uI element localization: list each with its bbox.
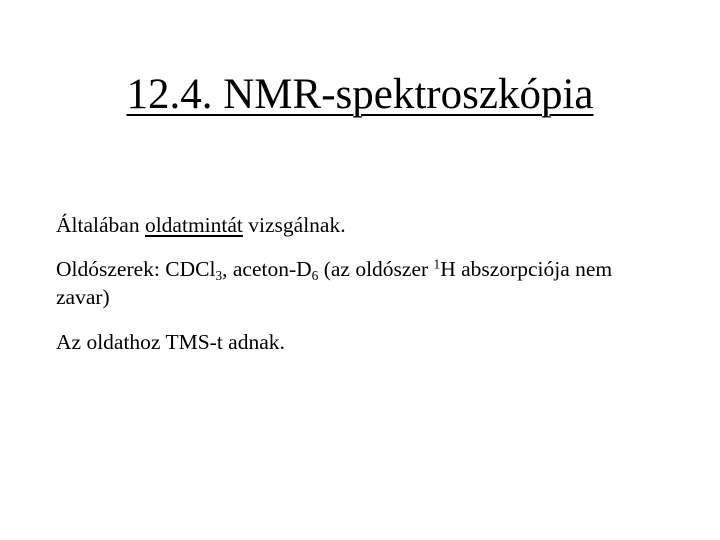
paragraph-tms: Az oldathoz TMS-t adnak.	[56, 330, 285, 354]
p1-underlined-term: oldatmintát	[144, 213, 243, 237]
paragraph-solvents	[56, 255, 656, 311]
p2-part1: Oldószerek: CDCl	[56, 257, 216, 281]
p2-part3: (az oldószer	[318, 257, 434, 281]
p1-after: vizsgálnak.	[242, 213, 346, 237]
slide-title: 12.4. NMR-spektroszkópia	[126, 71, 594, 118]
p2-superscript-1: 1	[433, 256, 441, 272]
p2-subscript-3: 3	[215, 267, 223, 283]
p2-part4: H abszorpciója nem zavar)	[56, 257, 613, 309]
p2-part2: , aceton-D	[222, 257, 312, 281]
p2-subscript-6: 6	[311, 267, 319, 283]
p1-before: Általában	[56, 213, 145, 237]
paragraph-sample-type	[56, 211, 656, 239]
